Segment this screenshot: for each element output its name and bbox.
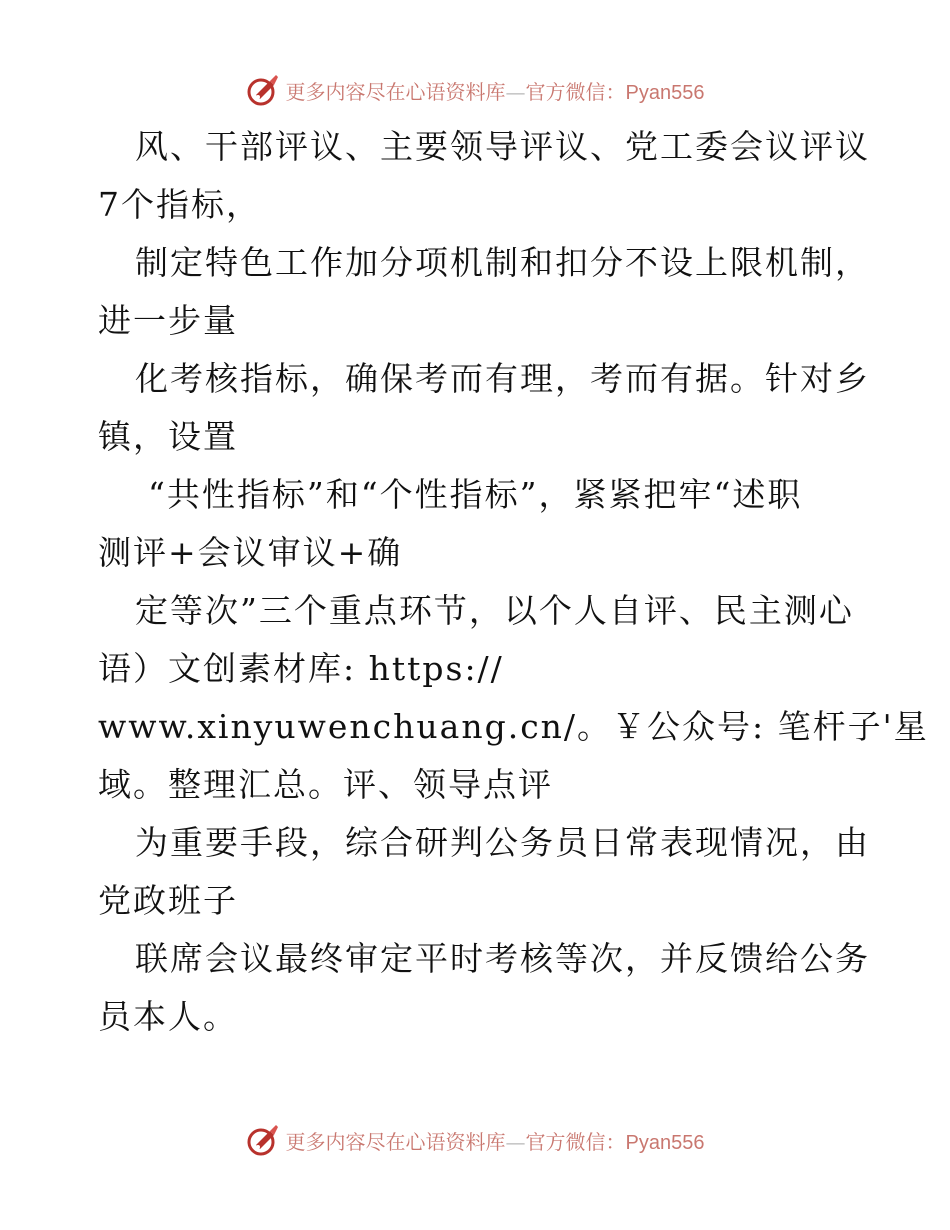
body-line: 联席会议最终审定平时考核等次，并反馈给公务 (135, 939, 870, 978)
body-line: 测评+会议审议+确 (98, 533, 403, 572)
body-line: 为重要手段，综合研判公务员日常表现情况，由 (135, 823, 870, 862)
body-line: 镇，设置 (98, 417, 238, 456)
body-line: 域。整理汇总。评、领导点评 (98, 765, 553, 804)
body-line: 风、干部评议、主要领导评议、党工委会议评议 (135, 127, 870, 166)
body-line: 制定特色工作加分项机制和扣分不设上限机制， (135, 243, 870, 282)
footer-wechat-label: 官方微信： (525, 1129, 626, 1154)
footer-separator: — (505, 1129, 526, 1154)
body-line: 定等次”三个重点环节，以个人自评、民主测心 (135, 591, 854, 630)
body-line: 化考核指标，确保考而有理，考而有据。针对乡 (135, 359, 870, 398)
body-line: “共性指标”和“个性指标”，紧紧把牢“述职 (148, 475, 803, 514)
header-separator: — (505, 79, 526, 104)
header-wechat-label: 官方微信： (525, 79, 626, 104)
header-text (286, 76, 705, 105)
body-line: 员本人。 (98, 997, 238, 1036)
body-line: 语）文创素材库: https:// (98, 649, 504, 688)
pen-logo-icon (246, 73, 280, 107)
footer-text (286, 1126, 705, 1155)
body-line: 7个指标， (98, 185, 261, 224)
footer-brand-text: 更多内容尽在心语资料库 (285, 1129, 506, 1154)
header-brand-text: 更多内容尽在心语资料库 (285, 79, 506, 104)
footer-banner (0, 1120, 950, 1160)
footer-wechat-id: Pyan556 (625, 1131, 705, 1154)
pen-logo-icon (246, 1123, 280, 1157)
header-wechat-id: Pyan556 (625, 81, 705, 104)
body-line: www.xinyuwenchuang.cn/。￥公众号: 笔杆子'星 (98, 707, 929, 746)
body-line: 党政班子 (98, 881, 238, 920)
header-banner (0, 70, 950, 110)
document-body (98, 118, 929, 1046)
body-line: 进一步量 (98, 301, 238, 340)
